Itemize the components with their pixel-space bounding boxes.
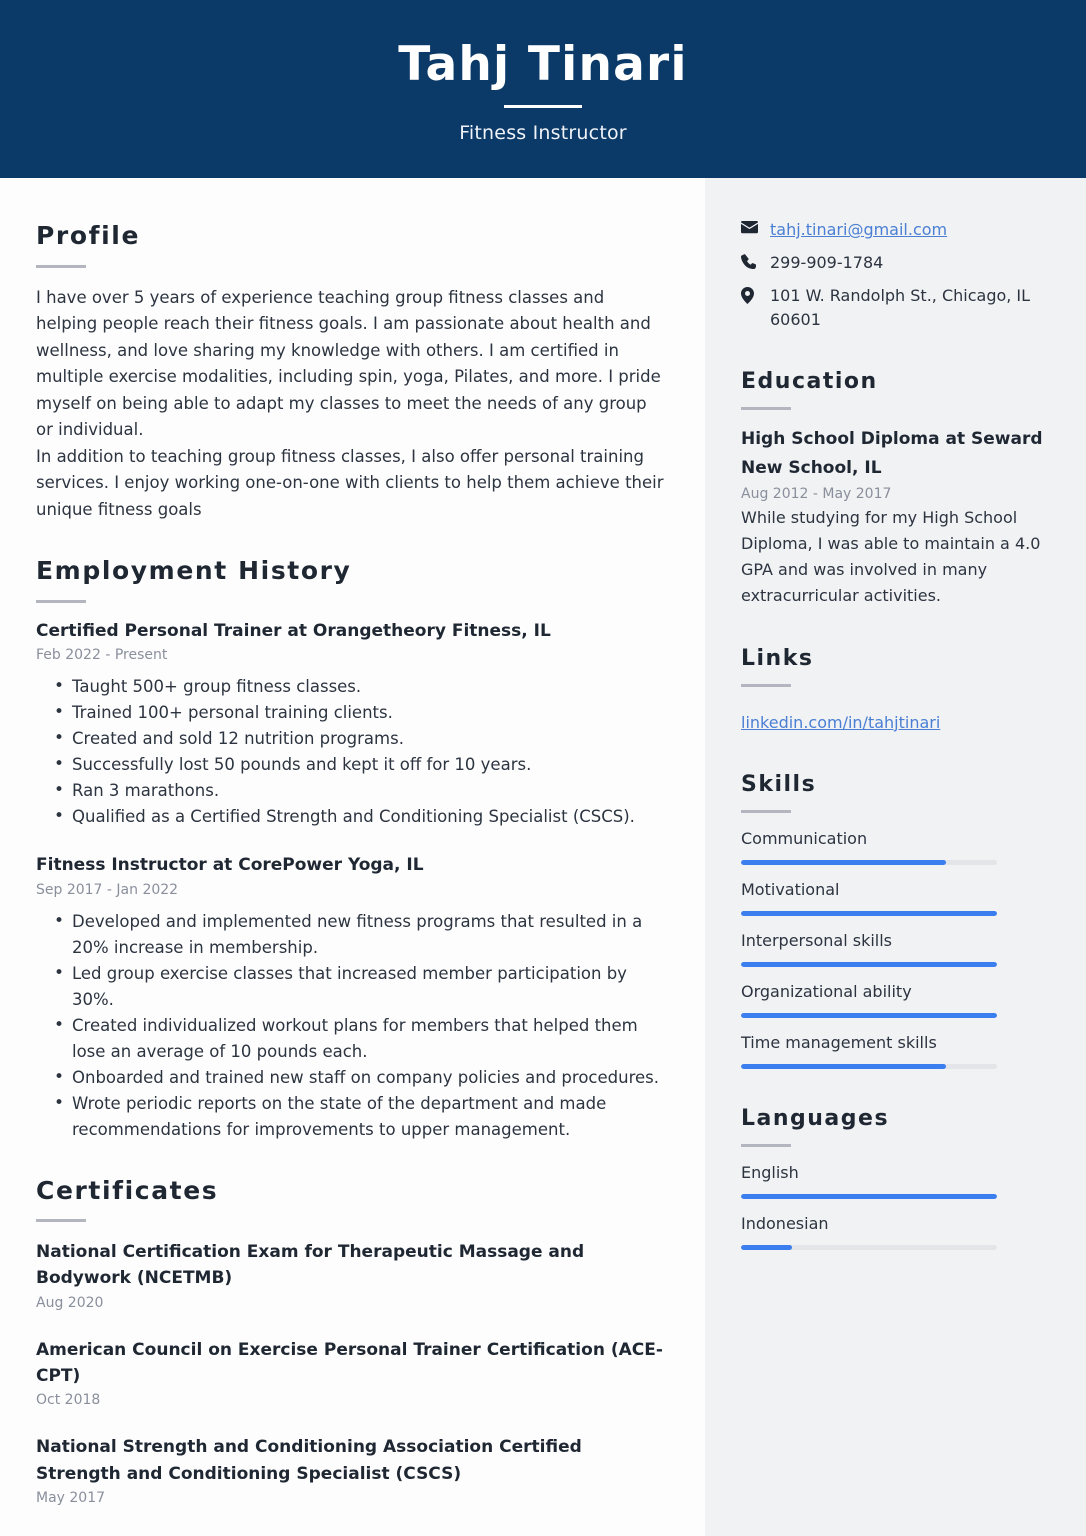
page-title: Tahj Tinari xyxy=(398,36,688,92)
list-item: • Wrote periodic reports on the state of the department and made recommendations for improvements to upper management. xyxy=(36,1091,665,1143)
employment-heading: Employment History xyxy=(36,556,352,585)
employment-section xyxy=(36,557,665,1143)
contact-list xyxy=(741,218,1052,332)
skill-level-fill xyxy=(741,860,946,865)
header-job-title: Fitness Instructor xyxy=(459,122,627,145)
skill-level-fill xyxy=(741,911,997,916)
certificate-title: American Council on Exercise Personal Trainer Certification (ACE-CPT) xyxy=(36,1339,663,1387)
sidebar-link[interactable]: linkedin.com/in/tahjtinari xyxy=(741,712,941,732)
skill-label: Communication xyxy=(741,829,868,849)
contact-row xyxy=(741,284,1052,332)
languages-heading: Languages xyxy=(741,1106,890,1132)
skill-level-track xyxy=(741,962,997,967)
skills-section xyxy=(741,773,1052,1069)
section-divider xyxy=(36,1219,86,1222)
skill-level-fill xyxy=(741,1013,997,1018)
contact-value: 101 W. Randolph St., Chicago, IL 60601 xyxy=(770,286,1031,329)
certificate-title: National Certification Exam for Therapeutic Massage and Bodywork (NCETMB) xyxy=(36,1242,585,1289)
skill-level-fill xyxy=(741,1064,946,1069)
skill-label: Organizational ability xyxy=(741,982,912,1002)
skill-label: Time management skills xyxy=(741,1033,937,1053)
education-title: High School Diploma at Seward New School, IL xyxy=(741,429,1043,479)
links-heading: Links xyxy=(741,645,814,671)
skill-item xyxy=(741,981,1052,1018)
skill-item xyxy=(741,1162,1052,1199)
list-item: • Ran 3 marathons. xyxy=(36,778,665,804)
skill-label: English xyxy=(741,1163,799,1183)
education-date: Aug 2012 - May 2017 xyxy=(741,485,892,502)
education-description: While studying for my High School Diploma, I was able to maintain a 4.0 GPA and was involved in many extracurricular activities. xyxy=(741,507,1041,605)
skill-label: Indonesian xyxy=(741,1214,829,1234)
skill-item xyxy=(741,828,1052,865)
employment-title: Fitness Instructor at CorePower Yoga, IL xyxy=(36,855,424,876)
skill-level-track xyxy=(741,860,997,865)
list-item: • Onboarded and trained new staff on company policies and procedures. xyxy=(36,1065,665,1091)
resume-header xyxy=(0,0,1086,178)
skill-level-fill xyxy=(741,1245,792,1250)
certificate-date: May 2017 xyxy=(36,1490,106,1507)
certificates-section xyxy=(36,1177,665,1507)
contact-row xyxy=(741,218,1052,242)
employment-date: Feb 2022 - Present xyxy=(36,647,168,664)
certificate-title: National Strength and Conditioning Association Certified Strength and Conditioning Specialist (CSCS) xyxy=(36,1437,582,1484)
list-item: • Created and sold 12 nutrition programs. xyxy=(36,726,665,752)
skill-level-track xyxy=(741,1194,997,1199)
certificate-date: Oct 2018 xyxy=(36,1392,101,1409)
employment-list xyxy=(36,620,665,1143)
sidebar-column xyxy=(705,178,1086,1536)
email-icon xyxy=(741,218,765,234)
skill-level-fill xyxy=(741,962,997,967)
certificates-list xyxy=(36,1239,665,1506)
skills-list xyxy=(741,828,1052,1069)
languages-section xyxy=(741,1107,1052,1250)
main-column xyxy=(0,178,705,1536)
certificate-date: Aug 2020 xyxy=(36,1294,104,1311)
skill-label: Motivational xyxy=(741,880,840,900)
location-pin-icon xyxy=(741,284,765,304)
skills-heading: Skills xyxy=(741,771,817,797)
employment-date: Sep 2017 - Jan 2022 xyxy=(36,881,179,898)
skill-item xyxy=(741,1032,1052,1069)
languages-list xyxy=(741,1162,1052,1250)
section-divider xyxy=(36,600,86,603)
employment-bullet-list xyxy=(36,674,665,830)
section-divider xyxy=(36,265,86,268)
header-divider xyxy=(504,105,582,108)
skill-level-track xyxy=(741,1064,997,1069)
section-divider xyxy=(741,407,791,410)
section-divider xyxy=(741,1144,791,1147)
skill-level-fill xyxy=(741,1194,997,1199)
contact-row xyxy=(741,251,1052,275)
phone-icon xyxy=(741,251,765,269)
skill-item xyxy=(741,930,1052,967)
list-item: • Developed and implemented new fitness programs that resulted in a 20% increase in membership. xyxy=(36,909,665,961)
skill-level-track xyxy=(741,911,997,916)
list-item: • Led group exercise classes that increased member participation by 30%. xyxy=(36,961,665,1013)
resume-body xyxy=(0,178,1086,1536)
education-heading: Education xyxy=(741,369,878,394)
skill-level-track xyxy=(741,1245,997,1250)
skill-item xyxy=(741,1213,1052,1250)
links-section xyxy=(741,647,1052,735)
employment-bullet-list xyxy=(36,909,665,1143)
section-divider xyxy=(741,810,791,813)
contact-value: 299-909-1784 xyxy=(770,253,884,272)
profile-section xyxy=(36,222,665,523)
list-item: • Qualified as a Certified Strength and Conditioning Specialist (CSCS). xyxy=(36,804,665,830)
certificate-entry xyxy=(36,1337,665,1409)
list-item: • Taught 500+ group fitness classes. xyxy=(36,674,665,700)
section-divider xyxy=(741,684,791,687)
employment-title: Certified Personal Trainer at Orangetheory Fitness, IL xyxy=(36,620,551,641)
profile-text: I have over 5 years of experience teaching group fitness classes and helping people reach their fitness goals. I am passionate about health and wellness, and love sharing my knowledge with others. I am certified in multiple exercise modalities, including spin, yoga, Pilates, and more. I pride myself on being able to adapt my classes to meet the needs of any group or individual. In addition to teaching group fitness classes, I also offer personal training services. I enjoy working one-on-one with clients to help them achieve their unique fitness goals xyxy=(36,287,664,519)
education-section xyxy=(741,370,1052,609)
list-item: • Trained 100+ personal training clients. xyxy=(36,700,665,726)
contact-email-link[interactable]: tahj.tinari@gmail.com xyxy=(770,220,948,239)
list-item: • Successfully lost 50 pounds and kept it off for 10 years. xyxy=(36,752,665,778)
employment-entry xyxy=(36,854,665,1143)
skill-level-track xyxy=(741,1013,997,1018)
skill-label: Interpersonal skills xyxy=(741,931,893,951)
certificate-entry xyxy=(36,1434,665,1506)
certificates-heading: Certificates xyxy=(36,1175,219,1205)
employment-entry xyxy=(36,620,665,831)
links-list xyxy=(741,711,1052,735)
skill-item xyxy=(741,879,1052,916)
profile-heading: Profile xyxy=(36,221,140,250)
list-item: • Created individualized workout plans for members that helped them lose an average of 10 pounds each. xyxy=(36,1013,665,1065)
certificate-entry xyxy=(36,1239,665,1311)
